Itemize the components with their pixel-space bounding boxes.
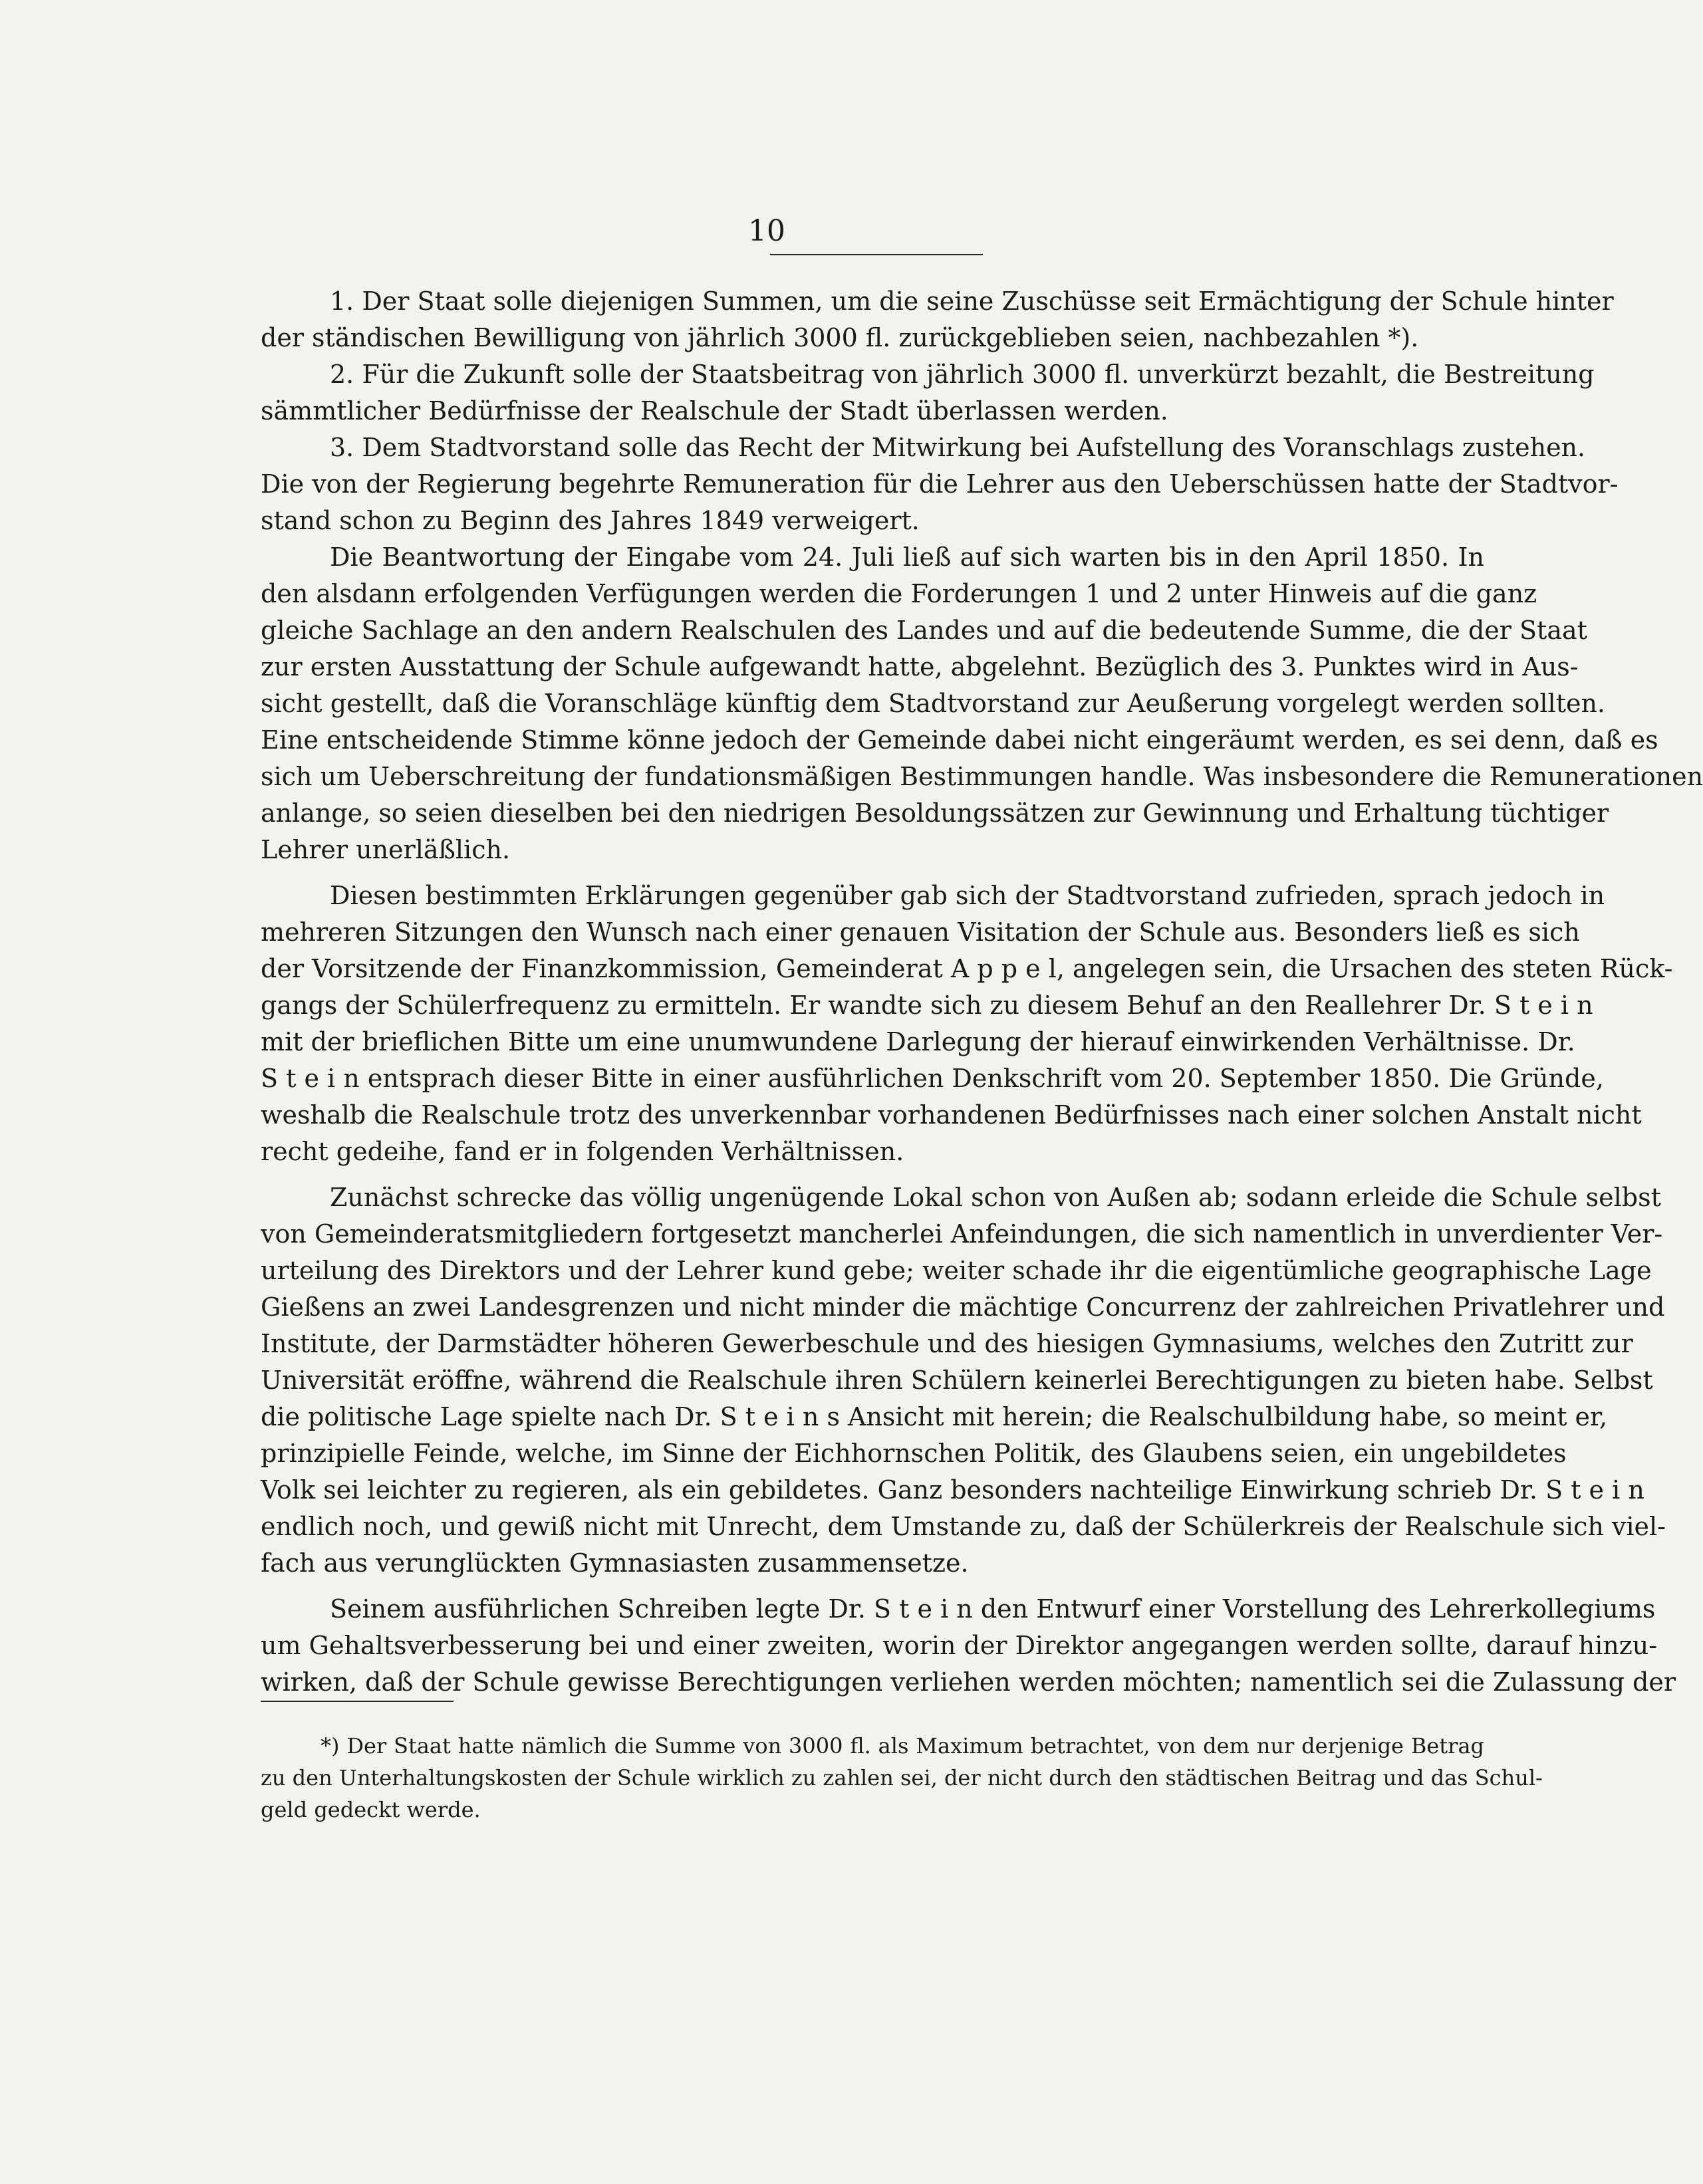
text-line: mit der brieflichen Bitte um eine unumwundene Darlegung der hierauf einwirkenden Verhältnisse. Dr.: [261, 1027, 1575, 1056]
text-line: endlich noch, und gewiß nicht mit Unrecht, dem Umstande zu, daß der Schülerkreis der Realschule sich viel-: [261, 1512, 1666, 1541]
header-rule: [770, 254, 983, 255]
paragraph-gap: [261, 1170, 1484, 1179]
footnote: [261, 1730, 1543, 1826]
text-line: Volk sei leichter zu regieren, als ein gebildetes. Ganz besonders nachteilige Einwirkung schrieb Dr. S t e i n: [261, 1475, 1644, 1505]
text-line: Die Beantwortung der Eingabe vom 24. Juli ließ auf sich warten bis in den April 1850. In: [330, 543, 1484, 572]
text-line: 2. Für die Zukunft solle der Staatsbeitrag von jährlich 3000 fl. unverkürzt bezahlt, die Bestreitung: [330, 360, 1595, 389]
paragraph-gap: [261, 868, 1484, 878]
text-line: anlange, so seien dieselben bei den niedrigen Besoldungssätzen zur Gewinnung und Erhaltung tüchtiger: [261, 798, 1609, 828]
text-line: recht gedeihe, fand er in folgenden Verhältnissen.: [261, 1137, 904, 1166]
text-line: prinzipielle Feinde, welche, im Sinne der Eichhornschen Politik, des Glaubens seien, ein ungebildetes: [261, 1439, 1567, 1468]
footnote-line: zu den Unterhaltungskosten der Schule wirklich zu zahlen sei, der nicht durch den städtischen Beitrag und das Schul-: [261, 1765, 1543, 1790]
text-line: Universität eröffne, während die Realschule ihren Schülern keinerlei Berechtigungen zu bieten habe. Selbst: [261, 1366, 1653, 1395]
text-line: wirken, daß der Schule gewisse Berechtigungen verliehen werden möchten; namentlich sei die Zulassung der: [261, 1667, 1676, 1697]
text-line: sicht gestellt, daß die Voranschläge künftig dem Stadtvorstand zur Aeußerung vorgelegt werden sollten.: [261, 689, 1606, 718]
text-line: der Vorsitzende der Finanzkommission, Gemeinderat A p p e l, angelegen sein, die Ursachen des steten Rück-: [261, 954, 1673, 983]
text-line: die politische Lage spielte nach Dr. S t e i n s Ansicht mit herein; die Realschulbildung habe, so meint er,: [261, 1402, 1608, 1431]
text-line: sich um Ueberschreitung der fundationsmäßigen Bestimmungen handle. Was insbesondere die Remunerationen: [261, 762, 1703, 791]
text-line: gangs der Schülerfrequenz zu ermitteln. Er wandte sich zu diesem Behuf an den Reallehrer Dr. S t e i n: [261, 991, 1593, 1020]
text-line: Zunächst schrecke das völlig ungenügende Lokal schon von Außen ab; sodann erleide die Schule selbst: [330, 1183, 1661, 1212]
text-line: sämmtlicher Bedürfnisse der Realschule der Stadt überlassen werden.: [261, 396, 1168, 425]
text-line: S t e i n entsprach dieser Bitte in einer ausführlichen Denkschrift vom 20. September 1850. Die Gründe,: [261, 1064, 1604, 1093]
text-line: zur ersten Ausstattung der Schule aufgewandt hatte, abgelehnt. Bezüglich des 3. Punktes wird in Aus-: [261, 652, 1579, 681]
text-line: Gießens an zwei Landesgrenzen und nicht minder die mächtige Concurrenz der zahlreichen Privatlehrer und: [261, 1292, 1665, 1322]
text-line: 3. Dem Stadtvorstand solle das Recht der Mitwirkung bei Aufstellung des Voranschlags zustehen.: [330, 433, 1586, 462]
paragraph-gap: [261, 1582, 1484, 1591]
text-line: um Gehaltsverbesserung bei und einer zweiten, worin der Direktor angegangen werden sollte, darauf hinzu-: [261, 1631, 1658, 1660]
text-line: Eine entscheidende Stimme könne jedoch der Gemeinde dabei nicht eingeräumt werden, es sei denn, daß es: [261, 725, 1658, 755]
text-line: stand schon zu Beginn des Jahres 1849 verweigert.: [261, 506, 920, 535]
text-line: Institute, der Darmstädter höheren Gewerbeschule und des hiesigen Gymnasiums, welches den Zutritt zur: [261, 1329, 1633, 1358]
text-line: fach aus verunglückten Gymnasiasten zusammensetze.: [261, 1548, 969, 1578]
text-line: Seinem ausführlichen Schreiben legte Dr. S t e i n den Entwurf einer Vorstellung des Lehrerkollegiums: [330, 1594, 1656, 1624]
text-line: 1. Der Staat solle diejenigen Summen, um die seine Zuschüsse seit Ermächtigung der Schule hinter: [330, 287, 1614, 316]
text-line: Lehrer unerläßlich.: [261, 835, 511, 864]
text-line: urteilung des Direktors und der Lehrer kund gebe; weiter schade ihr die eigentümliche geographische Lage: [261, 1256, 1652, 1285]
text-line: weshalb die Realschule trotz des unverkennbar vorhandenen Bedürfnisses nach einer solchen Anstalt nicht: [261, 1100, 1642, 1130]
text-line: der ständischen Bewilligung von jährlich 3000 fl. zurückgeblieben seien, nachbezahlen *).: [261, 323, 1419, 352]
text-line: von Gemeinderatsmitgliedern fortgesetzt mancherlei Anfeindungen, die sich namentlich in unverdienter Ver-: [261, 1219, 1663, 1249]
text-line: den alsdann erfolgenden Verfügungen werden die Forderungen 1 und 2 unter Hinweis auf die ganz: [261, 579, 1537, 608]
text-line: Diesen bestimmten Erklärungen gegenüber gab sich der Stadtvorstand zufrieden, sprach jedoch in: [330, 881, 1605, 910]
body-text: [261, 283, 1703, 1701]
footnote-line: *) Der Staat hatte nämlich die Summe von 3000 fl. als Maximum betrachtet, von dem nur derjenige Betrag: [321, 1733, 1484, 1759]
text-line: Die von der Regierung begehrte Remuneration für die Lehrer aus den Ueberschüssen hatte der Stadtvor-: [261, 469, 1619, 499]
page-number: 10: [748, 214, 785, 248]
text-line: gleiche Sachlage an den andern Realschulen des Landes und auf die bedeutende Summe, die der Staat: [261, 616, 1587, 645]
text-line: mehreren Sitzungen den Wunsch nach einer genauen Visitation der Schule aus. Besonders ließ es sich: [261, 917, 1580, 947]
footnote-rule: [261, 1701, 454, 1702]
footnote-line: geld gedeckt werde.: [261, 1797, 481, 1822]
